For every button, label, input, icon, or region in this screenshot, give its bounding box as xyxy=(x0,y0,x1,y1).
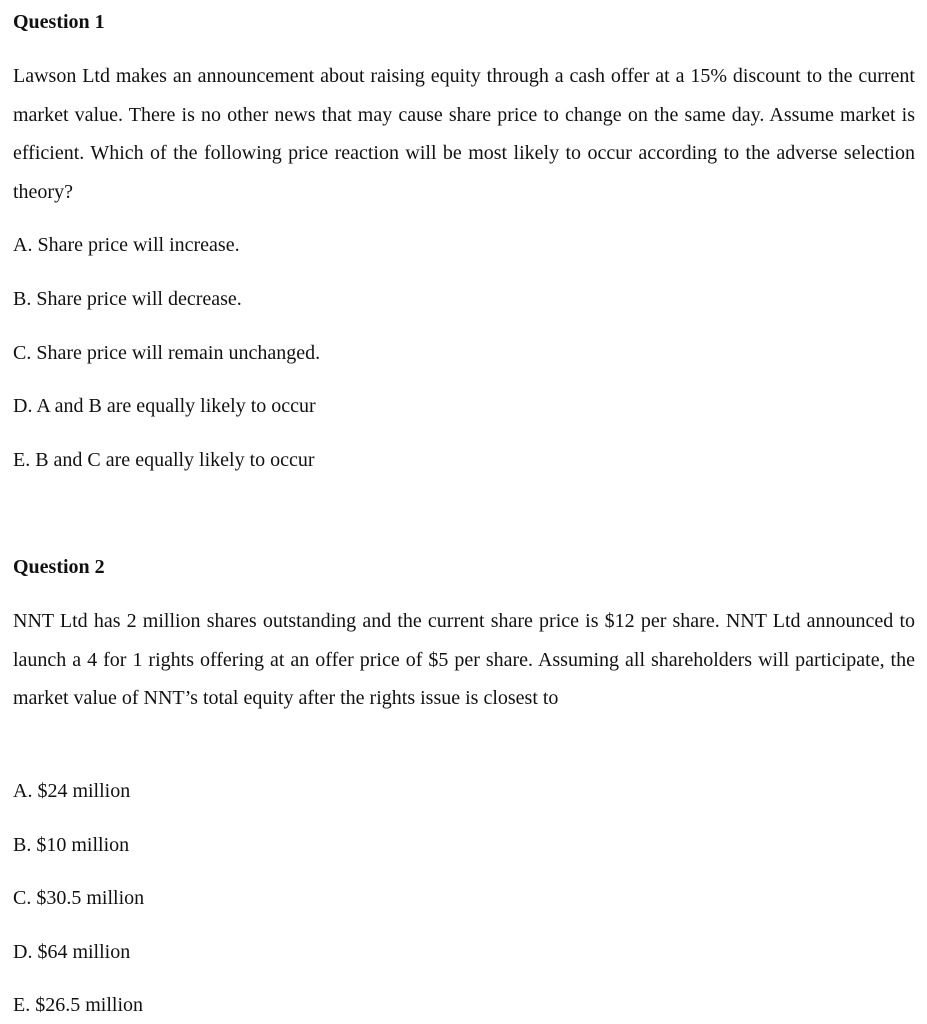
question-2-text: NNT Ltd has 2 million shares outstanding and the current share price is $12 per share. NNT Ltd announced to launch a 4 for 1 rights offering at an offer price of $5 per share. Assuming all shareholders will participate, the market value of NNT’s total equity after the rights issue is closest to xyxy=(13,610,915,710)
question-1-option-c: C. Share price will remain unchanged. xyxy=(13,342,321,364)
question-2-option-a: A. $24 million xyxy=(13,780,131,802)
question-2-option-e: E. $26.5 million xyxy=(13,994,143,1016)
question-2-option-c: C. $30.5 million xyxy=(13,887,145,909)
question-2-option-b: B. $10 million xyxy=(13,834,130,856)
question-1-option-a: A. Share price will increase. xyxy=(13,234,240,256)
question-1-option-e: E. B and C are equally likely to occur xyxy=(13,449,315,471)
question-1-option-b: B. Share price will decrease. xyxy=(13,288,242,310)
question-1-option-d: D. A and B are equally likely to occur xyxy=(13,395,316,417)
question-2-title: Question 2 xyxy=(13,556,105,578)
question-1-text: Lawson Ltd makes an announcement about raising equity through a cash offer at a 15% discount to the current market value. There is no other news that may cause share price to change on the same day. Assume market is efficient. Which of the following price reaction will be most likely to occur according to the adverse selection theory? xyxy=(13,65,915,204)
question-2-option-d: D. $64 million xyxy=(13,941,131,963)
question-1-title: Question 1 xyxy=(13,11,105,33)
